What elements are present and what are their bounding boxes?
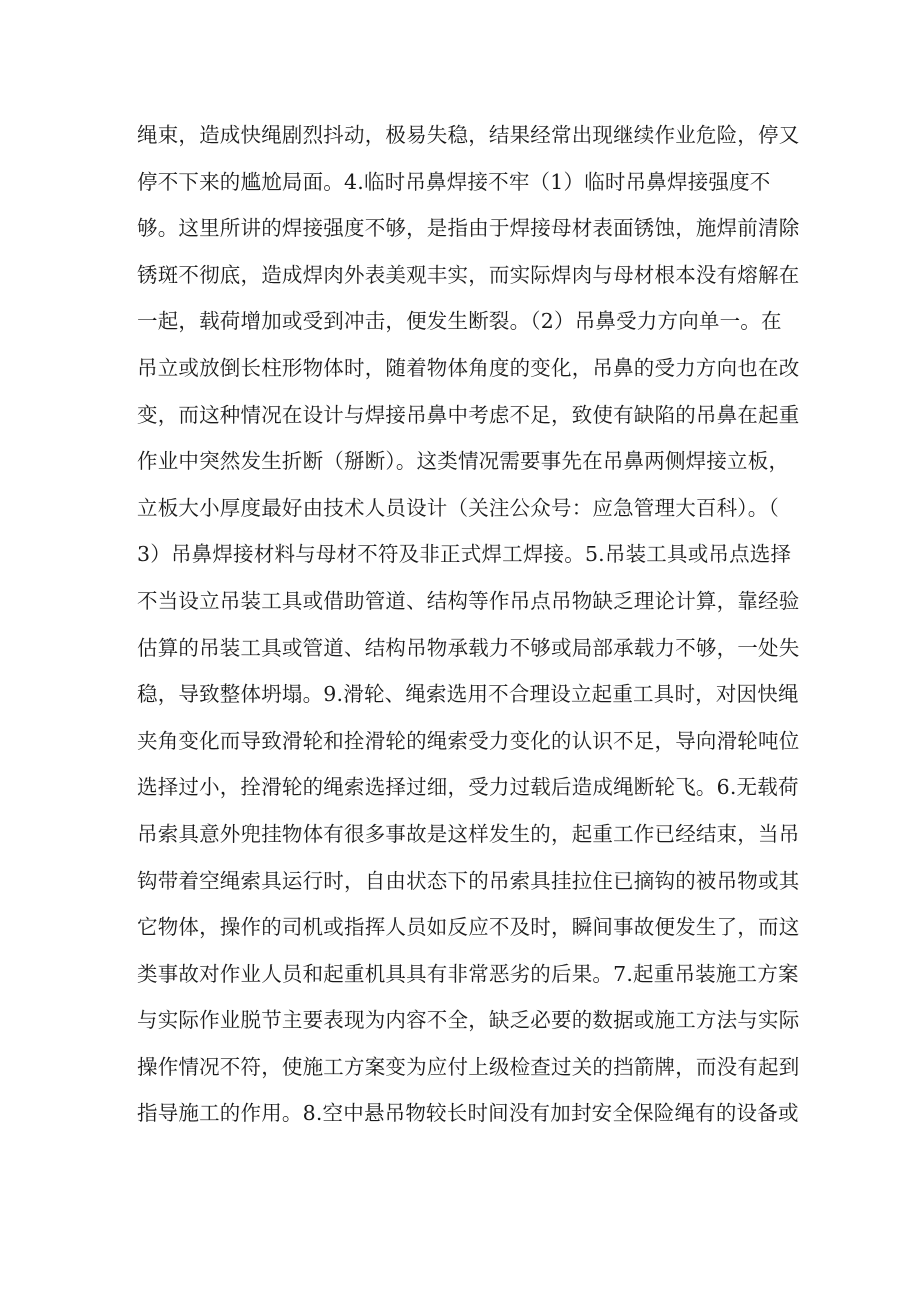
text-line-2: 停不下来的尴尬局面。4.临时吊鼻焊接不牢（1）临时吊鼻焊接强度不 <box>137 169 771 194</box>
text-line-9: 立板大小厚度最好由技术人员设计（关注公众号：应急管理大百科）。（ <box>137 495 779 520</box>
text-line-20: 与实际作业脱节主要表现为内容不全，缺乏必要的数据或施工方法与实际 <box>137 1008 800 1033</box>
text-line-19: 类事故对作业人员和起重机具具有非常恶劣的后果。7.起重吊装施工方案 <box>137 961 799 986</box>
text-line-22: 指导施工的作用。8.空中悬吊物较长时间没有加封安全保险绳有的设备或 <box>137 1101 799 1126</box>
text-line-10: 3）吊鼻焊接材料与母材不符及非正式焊工焊接。5.吊装工具或吊点选择 <box>137 542 792 567</box>
text-line-17: 钩带着空绳索具运行时，自由状态下的吊索具挂拉住已摘钩的被吊物或其 <box>137 868 800 893</box>
text-line-12: 估算的吊装工具或管道、结构吊物承载力不够或局部承载力不够，一处失 <box>137 635 800 660</box>
text-line-21: 操作情况不符，使施工方案变为应付上级检查过关的挡箭牌，而没有起到 <box>137 1054 800 1079</box>
text-line-13: 稳，导致整体坍塌。9.滑轮、绳索选用不合理设立起重工具时，对因快绳 <box>137 682 799 707</box>
text-line-18: 它物体，操作的司机或指挥人员如反应不及时，瞬间事故便发生了，而这 <box>137 915 800 940</box>
body-text <box>137 112 800 1137</box>
text-line-6: 吊立或放倒长柱形物体时，随着物体角度的变化，吊鼻的受力方向也在改 <box>137 355 800 380</box>
text-line-3: 够。这里所讲的焊接强度不够，是指由于焊接母材表面锈蚀，施焊前清除 <box>137 216 800 241</box>
text-line-16: 吊索具意外兜挂物体有很多事故是这样发生的，起重工作已经结束，当吊 <box>137 821 800 846</box>
text-line-14: 夹角变化而导致滑轮和拴滑轮的绳索受力变化的认识不足，导向滑轮吨位 <box>137 728 800 753</box>
text-line-11: 不当设立吊装工具或借助管道、结构等作吊点吊物缺乏理论计算，靠经验 <box>137 588 800 613</box>
text-line-5: 一起，载荷增加或受到冲击，便发生断裂。（2）吊鼻受力方向单一。在 <box>137 309 782 334</box>
text-line-7: 变，而这种情况在设计与焊接吊鼻中考虑不足，致使有缺陷的吊鼻在起重 <box>137 402 800 427</box>
text-line-1: 绳束，造成快绳剧烈抖动，极易失稳，结果经常出现继续作业危险，停又 <box>137 123 800 147</box>
text-line-15: 选择过小，拴滑轮的绳索选择过细，受力过载后造成绳断轮飞。6.无载荷 <box>137 775 799 800</box>
text-line-8: 作业中突然发生折断（掰断）。这类情况需要事先在吊鼻两侧焊接立板， <box>137 449 790 474</box>
text-line-4: 锈斑不彻底，造成焊肉外表美观丰实，而实际焊肉与母材根本没有熔解在 <box>137 262 800 287</box>
